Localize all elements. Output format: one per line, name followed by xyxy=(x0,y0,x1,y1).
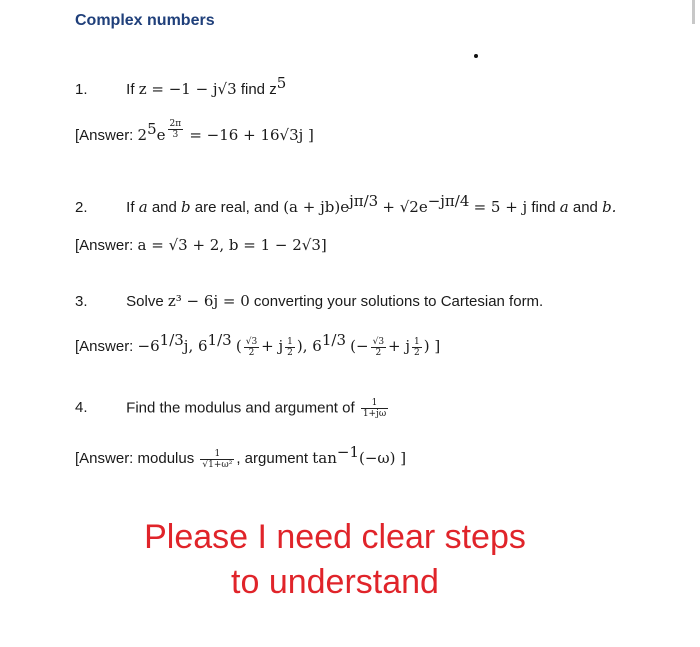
answer-math: j, 6 xyxy=(183,337,208,355)
question-math: b. xyxy=(602,198,617,216)
fraction-numerator: √3 xyxy=(245,336,258,347)
fraction-denominator: 2 xyxy=(375,347,382,358)
question-text: Find the modulus and argument of xyxy=(126,399,355,417)
question-text: If xyxy=(126,199,135,216)
fraction xyxy=(285,337,295,358)
question-text: find xyxy=(531,199,556,216)
fraction-denominator: 2 xyxy=(248,347,255,358)
exponent: jπ/3 xyxy=(349,192,379,210)
question-number: 2. xyxy=(75,199,88,216)
fraction-numerator: 1 xyxy=(414,336,420,347)
fraction xyxy=(412,337,422,358)
fraction xyxy=(200,449,234,470)
answer-math: e xyxy=(156,126,166,144)
question-text: find z xyxy=(240,81,277,98)
question-number: 3. xyxy=(75,293,88,310)
answer-math: 2 xyxy=(137,126,148,144)
question-4 xyxy=(75,398,390,419)
answer-label: [Answer: xyxy=(75,237,134,254)
answer-math: + j xyxy=(261,337,284,355)
exponent: 1/3 xyxy=(321,331,346,349)
question-number: 4. xyxy=(75,399,88,417)
fraction-numerator: 1 xyxy=(200,449,234,460)
question-text: are real, and xyxy=(194,199,280,216)
question-math: a xyxy=(559,198,569,216)
question-text: Solve xyxy=(126,293,164,310)
stray-dot xyxy=(474,54,478,58)
answer-math: −6 xyxy=(137,337,160,355)
question-text: and xyxy=(572,199,598,216)
question-math: + √2e xyxy=(382,198,428,216)
answer-math: tan xyxy=(312,449,337,467)
question-text: If xyxy=(126,81,135,98)
fraction-denominator: 2 xyxy=(287,347,293,358)
answer-3 xyxy=(75,331,441,358)
fraction-numerator: 1 xyxy=(361,398,388,409)
answer-math: (− xyxy=(350,337,369,355)
answer-math: + j xyxy=(388,337,411,355)
question-text: and xyxy=(151,199,177,216)
answer-label: [Answer: xyxy=(75,127,134,144)
exponent: −1 xyxy=(336,443,359,461)
exponent: 1/3 xyxy=(207,331,232,349)
fraction xyxy=(244,337,259,358)
question-text: converting your solutions to Cartesian form. xyxy=(253,293,544,310)
answer-4 xyxy=(75,443,407,470)
edge-mark xyxy=(692,0,695,24)
answer-math: ( xyxy=(235,337,242,355)
exponent: 5 xyxy=(147,120,157,138)
request-line-1: Please I need clear steps xyxy=(144,518,526,556)
answer-math: = −16 + 16√3j ] xyxy=(189,126,314,144)
question-3 xyxy=(75,291,543,312)
fraction xyxy=(361,398,388,419)
exponent: 1/3 xyxy=(159,331,184,349)
question-2 xyxy=(75,192,617,218)
fraction-denominator: 3 xyxy=(172,130,179,140)
exponent: −jπ/4 xyxy=(427,192,470,210)
exponent-fraction xyxy=(168,119,184,140)
exponent: 5 xyxy=(276,74,287,92)
question-math: b xyxy=(181,198,191,216)
question-math: z³ − 6j = 0 xyxy=(167,292,250,310)
answer-2 xyxy=(75,235,327,256)
question-number: 1. xyxy=(75,81,88,98)
answer-math: a = √3 + 2, b = 1 − 2√3] xyxy=(137,236,327,254)
question-math: z = −1 − j√3 xyxy=(138,80,237,98)
fraction-numerator: 1 xyxy=(287,336,293,347)
answer-label: [Answer: modulus xyxy=(75,450,195,467)
question-math: a xyxy=(138,198,148,216)
fraction xyxy=(371,337,386,358)
answer-math: (−ω) ] xyxy=(359,449,407,467)
fraction-denominator: 2 xyxy=(414,347,420,358)
answer-math: ) ] xyxy=(423,337,441,355)
page-title: Complex numbers xyxy=(75,12,215,29)
fraction-denominator: 1+jω xyxy=(362,409,387,419)
fraction-numerator: 2π xyxy=(169,119,182,129)
request-line-2: to understand xyxy=(231,563,439,601)
answer-math: ), 6 xyxy=(296,337,322,355)
answer-text: , argument xyxy=(236,450,309,467)
fraction-numerator: √3 xyxy=(372,336,385,347)
answer-label: [Answer: xyxy=(75,338,134,355)
fraction-denominator: √1+ω² xyxy=(202,459,233,470)
question-1 xyxy=(75,74,287,100)
question-math: (a + jb)e xyxy=(283,198,350,216)
question-math: = 5 + j xyxy=(473,198,528,216)
